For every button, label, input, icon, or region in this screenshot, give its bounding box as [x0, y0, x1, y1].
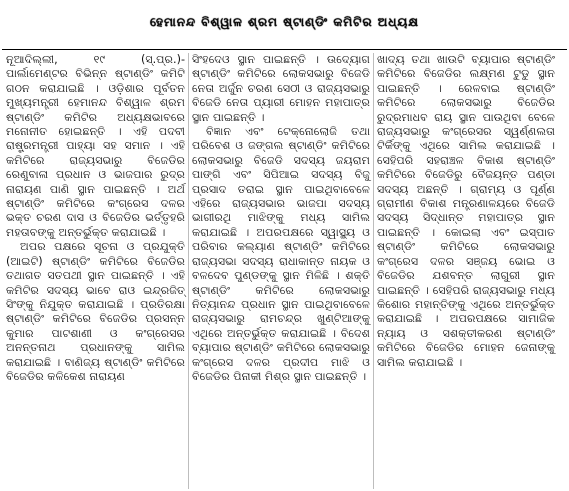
- article-column-1: [3, 53, 188, 489]
- paragraph: ଖାଦ୍ୟ ତଥା ଖାଉଟି ବ୍ୟାପାର ଷ୍ଟାଣ୍ଡିଂ କମିଟିରେ ବିଜେଡିର ଲକ୍ଷ୍ମଣ ଟୁଡୁ ସ୍ଥାନ ପାଇଛନ୍ତି । ରେଳବାଇ ଷ୍ଟାଣ୍ଡିଂ କମିଟିରେ ଲୋକସଭାରୁ ବିଜେଡିର ରୁଦ୍ରମାଧବ ରାୟ ସ୍ଥାନ ପାଉଥିବା ବେଳେ ରାଜ୍ୟସଭାରୁ କଂଗ୍ରେସର ସ୍ୱର୍ଣ୍ଣଲତା ଟିର୍କିଙ୍କୁ ଏଥିରେ ସାମିଲ କରାଯାଇଛି । ସେହିପରି ସହରାଞ୍ଚଳ ବିକାଶ ଷ୍ଟାଣ୍ଡିଂ କମିଟିରେ ବିଜେଡିରୁ ବୈଜୟନ୍ତ ପଣ୍ଡା ସଦସ୍ୟ ଅଛନ୍ତି । ଗ୍ରାମ୍ୟ ଓ ପୂର୍ଣ୍ଣ ଗ୍ରାମୀଣ ବିକାଶ ମନ୍ତ୍ରଣାଳୟରେ ବିଜେଡି ସଦସ୍ୟ ସିଦ୍ଧାନ୍ତ ମହାପାତ୍ର ସ୍ଥାନ ପାଇଛନ୍ତି । କୋଇଲା ଏବଂ ଇସ୍ପାତ ଷ୍ଟାଣ୍ଡିଂ କମିଟିରେ ଲୋକସଭାରୁ କଂଗ୍ରେସ ଦଳର ସଞ୍ଜୟ ଭୋଇ ଓ ବିଜେଡିର ଯଶବନ୍ତ ଲାଗୁରୀ ସ୍ଥାନ ପାଇଛନ୍ତି । ସେହିପରି ରାଜ୍ୟସଭାରୁ ମଧ୍ୟ କିଶୋର ମହାନ୍ତିଙ୍କୁ ଏଥିରେ ଅନ୍ତର୍ଭୁକ୍ତ କରାଯାଇଛି । ଅପରପକ୍ଷରେ ସାମାଜିକ ନ୍ୟାୟ ଓ ସଶକ୍ତୀକରଣ ଷ୍ଟାଣ୍ଡିଂ କମିଟିରେ ବିଜେଡିର ମୋହନ ଜେନାଙ୍କୁ ସାମିଲ କରାଯାଇଛି ।: [377, 53, 555, 369]
- article-body: [3, 53, 566, 489]
- headline: ହେମାନନ୍ଦ ବିଶ୍ୱାଳ ଶ୍ରମ ଷ୍ଟାଣ୍ଡିଂ କମିଟିର ଅଧ୍ୟକ୍ଷ: [150, 15, 419, 29]
- paragraph: ଅପର ପକ୍ଷରେ ସୂଚନା ଓ ପ୍ରଯୁକ୍ତି (ଆଇଟି) ଷ୍ଟାଣ୍ଡିଂ କମିଟିରେ ବିଜେଡିର ତଥାଗତ ସତପଥୀ ସ୍ଥାନ ପାଇଛନ୍ତି । ଏହି କମିଟିର ସଦସ୍ୟ ଭାବେ ରାଓ ଇନ୍ଦ୍ରଜିତ୍ ସିଂଙ୍କୁ ନିଯୁକ୍ତ କରାଯାଇଛି । ପ୍ରତିରକ୍ଷା ଷ୍ଟାଣ୍ଡିଂ କମିଟିରେ ବିଜେଡିର ପ୍ରସନ୍ନ କୁମାର ପାଟଶାଣୀ ଓ କଂଗ୍ରେସର ଅନନ୍ତନାଥ ପ୍ରଧାନଙ୍କୁ ସାମିଲ କରାଯାଇଛି । ବାଣିଜ୍ୟ ଷ୍ଟାଣ୍ଡିଂ କମିଟିରେ ବିଜେଡିର କଳିକେଶ ନାରାୟଣ: [6, 240, 185, 383]
- article-column-2: [188, 53, 373, 489]
- paragraph: ସିଂହଦେଓ ସ୍ଥାନ ପାଇଛନ୍ତି । ଉଦ୍ୟୋଗ ଷ୍ଟାଣ୍ଡିଂ କମିଟିରେ ଲୋକସଭାରୁ ବିଜେଡି ନେତା ଅର୍ଜୁନ ଚରଣ ସେଠୀ ଓ ରାଜ୍ୟସଭାରୁ ବିଜେଡି ନେତା ପ୍ୟାରୀ ମୋହନ ମହାପାତ୍ର ସ୍ଥାନ ପାଇଛନ୍ତି ।: [192, 53, 370, 124]
- article-column-3: [373, 53, 558, 489]
- headline-divider: [2, 49, 567, 50]
- paragraph: ବିଜ୍ଞାନ ଏବଂ ଟେକ୍ନୋଲୋଜି ତଥା ପରିବେଶ ଓ ଜଙ୍ଗଲ ଷ୍ଟାଣ୍ଡିଂ କମିଟିରେ ଲୋକସଭାରୁ ବିଜେଡି ସଦସ୍ୟ ଜୟରାମ ପାଙ୍ଗି ଏବଂ ସିପିଆଇ ସଦସ୍ୟ ବିଜୁ ପ୍ରସାଦ ତରାଇ ସ୍ଥାନ ପାଇଥିବାବେଳେ ଏହିରେ ରାଜ୍ୟସଭାର ଭାଜପା ସଦସ୍ୟ ଭାଗୀରଥି ମାଝିଙ୍କୁ ମଧ୍ୟ ସାମିଲ କରାଯାଇଛି । ଅପରପକ୍ଷରେ ସ୍ୱାସ୍ଥ୍ୟ ଓ ପରିବାର କଲ୍ୟାଣ ଷ୍ଟାଣ୍ଡିଂ କମିଟିରେ ରାଜ୍ୟସଭା ସଦସ୍ୟ ରାଧାକାନ୍ତ ନାୟକ ଓ ବଳଦେବ ପୁଣ୍ଡଙ୍କୁ ସ୍ଥାନ ମିଳିଛି । ଶକ୍ତି ଷ୍ଟାଣ୍ଡିଂ କମିଟିରେ ଲୋକସଭାରୁ ନିତ୍ୟାନନ୍ଦ ପ୍ରଧାନ ସ୍ଥାନ ପାଇଥିବାବେଳେ ରାଜ୍ୟସଭାରୁ ରାମଚନ୍ଦ୍ର ଖୁଣ୍ଟିଆଙ୍କୁ ଏଥିରେ ଅନ୍ତର୍ଭୁକ୍ତ କରାଯାଇଛି । ବିଦେଶ ବ୍ୟାପାର ଷ୍ଟାଣ୍ଡିଂ କମିଟିରେ ଲୋକସଭାରୁ କଂଗ୍ରେସ ଦଳର ପ୍ରଦୀପ ମାଝି ଓ ବିଜେଡିର ପିନାକୀ ମିଶ୍ର ସ୍ଥାନ ପାଇଛନ୍ତି ।: [192, 125, 370, 383]
- paragraph: ନୂଆଦିଲ୍ଲୀ, ୧୯ (ସ୍.ପ୍ର.)- ପାର୍ଲାମେଣ୍ଟର ବିଭିନ୍ନ ଷ୍ଟାଣ୍ଡିଂ କମିଟି ଗଠନ କରାଯାଇଛି । ଓଡ଼ିଶାର ପୂର୍ବତନ ମୁଖ୍ୟମନ୍ତ୍ରୀ ହେମାନନ୍ଦ ବିଶ୍ୱାଳ ଶ୍ରମ ଷ୍ଟାଣ୍ଡିଂ କମିଟିର ଅଧ୍ୟକ୍ଷଭାବରେ ମନୋନୀତ ହୋଇଛନ୍ତି । ଏହି ପଦବୀ ରାଷ୍ଟ୍ରମନ୍ତ୍ରୀ ପାହ୍ୟା ସହ ସମାନ । ଏହି କମିଟିରେ ରାଜ୍ୟସଭାରୁ ବିଜେଡିର ରେଣୁବାଳା ପ୍ରଧାନ ଓ ଭାଜପାର ରୁଦ୍ର ନାରାୟଣ ପାଣି ସ୍ଥାନ ପାଇଛନ୍ତି । ଅର୍ଥ ଷ୍ଟାଣ୍ଡିଂ କମିଟିରେ କଂଗ୍ରେସ ଦଳର ଭକ୍ତ ଚରଣ ଦାସ ଓ ବିଜେଡିର ଭର୍ତ୍ତୃହରି ମହତାବଙ୍କୁ ଅନ୍ତର୍ଭୁକ୍ତ କରାଯାଇଛି ।: [6, 53, 185, 239]
